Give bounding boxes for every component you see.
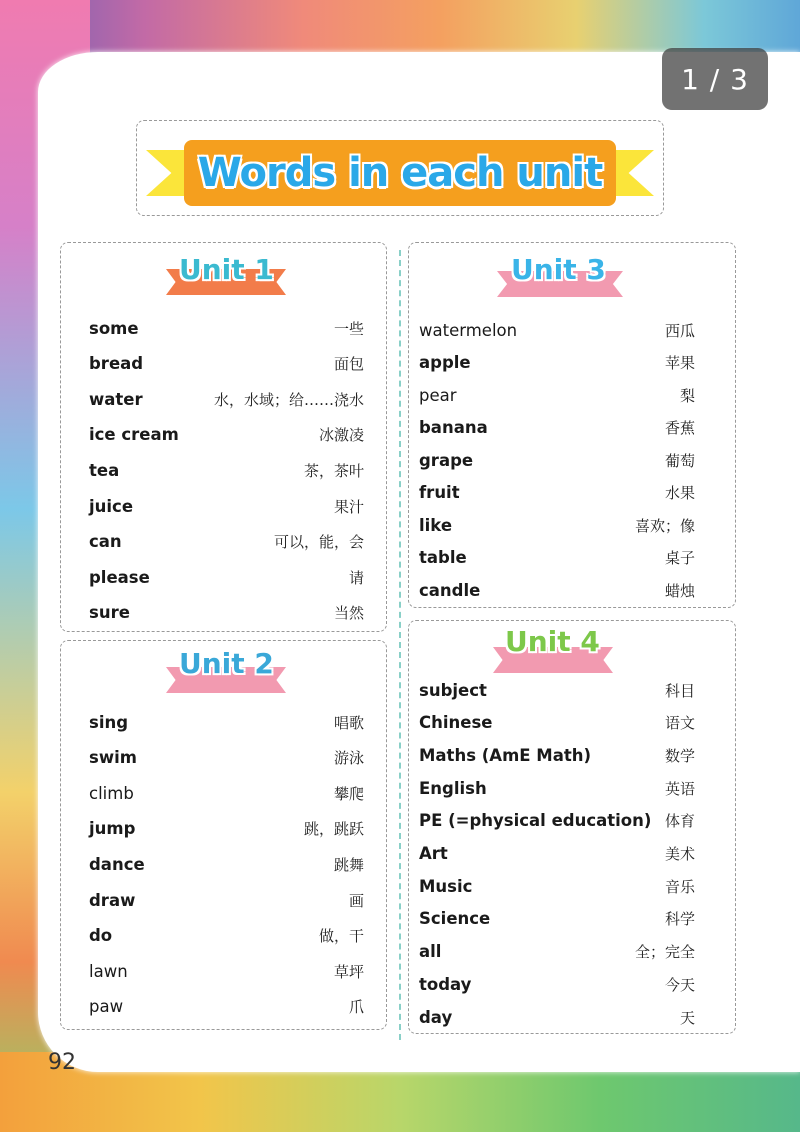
word-row — [61, 455, 386, 485]
chinese-meaning: 今天 — [664, 975, 695, 994]
chinese-meaning: 面包 — [333, 355, 364, 374]
chinese-meaning: 攀爬 — [333, 784, 364, 803]
english-word: water — [89, 389, 143, 409]
word-row — [409, 904, 735, 934]
english-word: Chinese — [419, 713, 493, 733]
english-word: Art — [419, 844, 448, 863]
page-indicator: 1 / 3 — [662, 48, 768, 110]
english-word: watermelon — [419, 320, 518, 340]
word-row — [409, 871, 735, 901]
english-word: swim — [89, 748, 137, 768]
unit-2-title: Unit 2 — [179, 647, 274, 680]
english-word: dance — [89, 854, 145, 874]
word-row — [61, 527, 386, 557]
unit-2-panel — [60, 640, 387, 1030]
word-row — [61, 313, 386, 343]
english-word: paw — [89, 997, 124, 1017]
english-word: table — [419, 548, 467, 567]
english-word: like — [419, 515, 453, 535]
english-word: draw — [89, 890, 136, 910]
word-row — [61, 743, 386, 773]
english-word: please — [89, 567, 150, 587]
word-row — [409, 740, 735, 770]
english-word: some — [89, 318, 139, 338]
chinese-meaning: 冰激凌 — [318, 426, 364, 445]
english-word: PE (=physical education) — [419, 811, 652, 831]
word-row — [409, 478, 735, 508]
word-row — [61, 885, 386, 915]
unit-1-title: Unit 1 — [179, 253, 274, 286]
english-word: do — [89, 926, 113, 946]
word-row — [61, 778, 386, 808]
unit-3-title: Unit 3 — [511, 253, 606, 286]
chinese-meaning: 科学 — [664, 910, 695, 929]
english-word: sure — [89, 603, 130, 623]
english-word: English — [419, 778, 487, 798]
word-row — [61, 349, 386, 379]
chinese-meaning: 可以，能，会 — [273, 533, 364, 552]
english-word: ice cream — [89, 425, 179, 445]
english-word: day — [419, 1007, 453, 1027]
chinese-meaning: 西瓜 — [664, 321, 695, 340]
chinese-meaning: 一些 — [333, 319, 364, 338]
word-row — [409, 348, 735, 378]
chinese-meaning: 做，干 — [318, 927, 364, 946]
unit-4-panel — [408, 620, 736, 1034]
chinese-meaning: 语文 — [664, 714, 695, 733]
chinese-meaning: 水，水域；给……浇水 — [213, 390, 364, 409]
word-row — [409, 708, 735, 738]
english-word: tea — [89, 460, 120, 480]
english-word: lawn — [89, 961, 128, 981]
word-row — [409, 675, 735, 705]
chinese-meaning: 果汁 — [333, 497, 364, 516]
word-row — [409, 575, 735, 605]
word-row — [409, 937, 735, 967]
english-word: pear — [419, 385, 457, 405]
word-row — [61, 707, 386, 737]
english-word: Science — [419, 909, 491, 929]
chinese-meaning: 画 — [348, 891, 364, 910]
word-row — [61, 491, 386, 521]
chinese-meaning: 科目 — [664, 681, 695, 700]
chinese-meaning: 游泳 — [333, 749, 364, 768]
unit-1-panel — [60, 242, 387, 632]
page-title: Words in each unit — [184, 140, 616, 206]
english-word: grape — [419, 450, 474, 470]
english-word: today — [419, 974, 472, 994]
word-row — [409, 543, 735, 573]
word-row — [61, 384, 386, 414]
word-row — [409, 510, 735, 540]
english-word: can — [89, 532, 122, 552]
word-row — [409, 969, 735, 999]
english-word: jump — [89, 819, 136, 839]
word-row — [61, 598, 386, 628]
word-row — [409, 806, 735, 836]
chinese-meaning: 体育 — [664, 812, 695, 831]
chinese-meaning: 蜡烛 — [664, 581, 695, 600]
chinese-meaning: 葡萄 — [664, 451, 695, 470]
chinese-meaning: 全；完全 — [634, 943, 695, 962]
word-row — [409, 413, 735, 443]
english-word: Maths (AmE Math) — [419, 745, 592, 765]
word-row — [61, 562, 386, 592]
word-row — [409, 315, 735, 345]
chinese-meaning: 苹果 — [664, 354, 695, 372]
word-row — [409, 773, 735, 803]
word-row — [409, 380, 735, 410]
english-word: fruit — [419, 483, 460, 502]
chinese-meaning: 水果 — [664, 484, 695, 502]
english-word: climb — [89, 783, 134, 803]
chinese-meaning: 数学 — [664, 746, 695, 765]
chinese-meaning: 梨 — [679, 386, 695, 405]
english-word: banana — [419, 418, 488, 437]
english-word: subject — [419, 680, 487, 700]
word-row — [61, 921, 386, 951]
word-row — [61, 992, 386, 1022]
unit-3-panel — [408, 242, 736, 608]
chinese-meaning: 喜欢；像 — [634, 516, 695, 535]
english-word: all — [419, 942, 442, 962]
word-row — [61, 956, 386, 986]
chinese-meaning: 英语 — [664, 779, 695, 798]
word-row — [61, 420, 386, 450]
word-row — [61, 849, 386, 879]
english-word: juice — [89, 496, 134, 516]
english-word: apple — [419, 353, 471, 372]
chinese-meaning: 请 — [348, 568, 364, 587]
chinese-meaning: 唱歌 — [333, 713, 364, 732]
word-row — [61, 814, 386, 844]
word-row — [409, 1002, 735, 1032]
english-word: Music — [419, 876, 473, 896]
unit-4-title: Unit 4 — [505, 625, 600, 658]
chinese-meaning: 当然 — [333, 604, 364, 623]
chinese-meaning: 跳，跳跃 — [303, 820, 364, 839]
page-number: 92 — [48, 1050, 76, 1075]
chinese-meaning: 茶，茶叶 — [303, 461, 364, 480]
chinese-meaning: 天 — [679, 1008, 695, 1027]
chinese-meaning: 草坪 — [333, 962, 364, 981]
chinese-meaning: 爪 — [348, 998, 364, 1017]
chinese-meaning: 音乐 — [664, 877, 695, 896]
word-row — [409, 445, 735, 475]
chinese-meaning: 美术 — [664, 845, 695, 863]
chinese-meaning: 桌子 — [664, 549, 695, 567]
column-divider — [399, 250, 401, 1040]
english-word: sing — [89, 712, 129, 732]
chinese-meaning: 跳舞 — [333, 855, 364, 874]
chinese-meaning: 香蕉 — [664, 419, 695, 437]
english-word: bread — [89, 354, 144, 374]
english-word: candle — [419, 580, 481, 600]
word-row — [409, 839, 735, 869]
